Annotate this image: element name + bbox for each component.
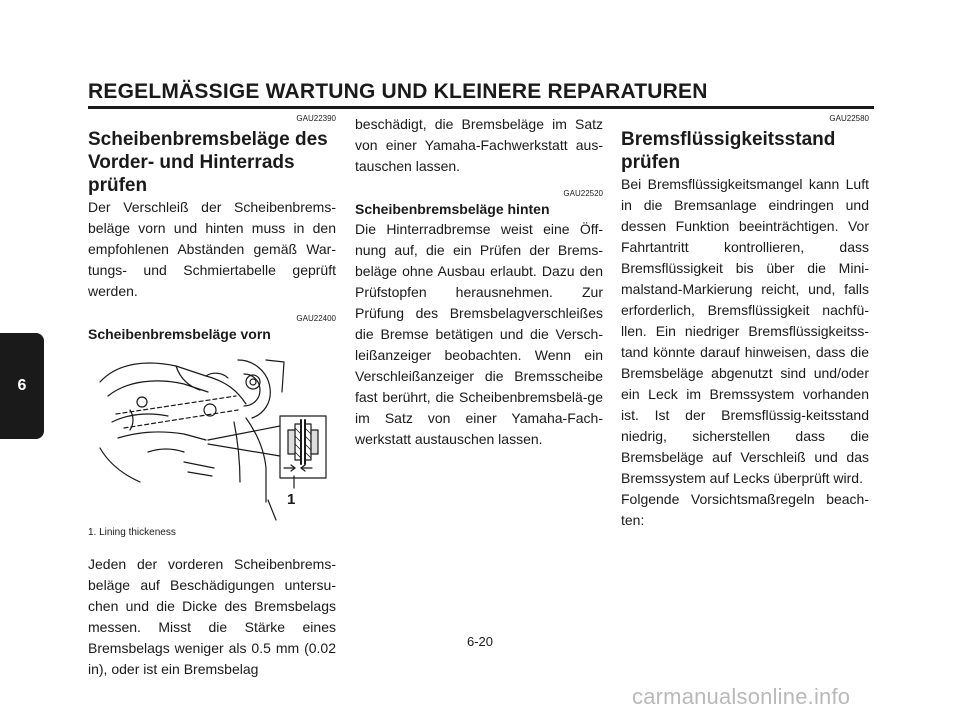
section-code: GAU22390 (296, 114, 336, 123)
column-2 (355, 114, 603, 450)
paragraph: Folgende Vorsichtsmaßregeln beach-ten: (621, 491, 869, 528)
brake-pad-illustration (88, 352, 336, 522)
section-code: GAU22520 (563, 189, 603, 198)
header-rule (88, 106, 874, 109)
section-code: GAU22400 (296, 314, 336, 323)
column-3 (621, 114, 869, 531)
section-heading-brake-fluid (621, 128, 869, 174)
heading-line: Vorder- und Hinterrads (88, 152, 295, 173)
subheading-rear-pads: Scheibenbremsbeläge hinten (355, 201, 550, 217)
chapter-tab (0, 333, 44, 439)
page-number: 6-20 (466, 634, 494, 649)
brake-caliper-drawing (88, 352, 336, 522)
paragraph: Die Hinterradbremse weist eine Öff-nung auf, die ein Prüfen der Brems-beläge ohne Ausbau erlaubt. Dazu den Prüfstopfen herausnehmen. Zur Prüfung des Bremsbelagverschleißes die Bremse betätigen und die Versch-leißanzeiger beobachten. Wenn ein Verschleißanzeiger die Bremsscheibe fast berührt, die Scheibenbremsbelä-ge im Satz von einer Yamaha-Fach-werkstatt austauschen lassen. (355, 221, 603, 447)
column-1 (88, 114, 336, 680)
chapter-number: 6 (17, 377, 27, 394)
heading-line: prüfen (621, 152, 681, 173)
paragraph: Der Verschleiß der Scheibenbrems-beläge vorn und hinten muss in den empfohlenen Abständen gemäß War-tungs- und Schmiertabelle geprüft werden. (88, 199, 336, 299)
heading-line: prüfen (88, 175, 148, 196)
paragraph: Bei Bremsflüssigkeitsmangel kann Luft in die Bremsanlage eindringen und dessen Funktion beeinträchtigen. Vor Fahrtantritt kontrollieren, dass Bremsflüssigkeit bis über die Mini-malstand-Markierung reicht, und, falls erforderlich, Bremsflüssigkeit nachfü-llen. Ein niedriger Bremsflüssigkeitss-tand könnte darauf hinweisen, dass die Bremsbeläge abgenutzt sind und/oder ein Leck im Bremssystem vorhanden ist. Ist der Bremsflüssig-keitsstand niedrig, sicherstellen dass die Bremsbeläge auf Verschleiß und das Bremssystem auf Lecks überprüft wird. (621, 176, 869, 486)
paragraph: beschädigt, die Bremsbeläge im Satz von einer Yamaha-Fachwerkstatt aus-tauschen lassen. (355, 116, 603, 174)
watermark: carmanualsonline.info (632, 684, 851, 709)
page-header-title: REGELMÄSSIGE WARTUNG UND KLEINERE REPARATUREN (88, 80, 708, 103)
section-code: GAU22580 (829, 114, 869, 123)
subheading-front-pads: Scheibenbremsbeläge vorn (88, 326, 271, 342)
figure-caption: 1. Lining thickeness (88, 527, 176, 538)
figure-callout-number: 1 (287, 491, 296, 508)
heading-line: Bremsflüssigkeitsstand (621, 129, 836, 150)
section-heading-brake-pads (88, 128, 336, 197)
paragraph: Jeden der vorderen Scheibenbrems-beläge auf Beschädigungen untersu-chen und die Dicke des Bremsbelags messen. Misst die Stärke eines Bremsbelags weniger als 0.5 mm (0.02 in), oder ist ein Bremsbelag (88, 556, 336, 677)
heading-line: Scheibenbremsbeläge des (88, 129, 328, 150)
